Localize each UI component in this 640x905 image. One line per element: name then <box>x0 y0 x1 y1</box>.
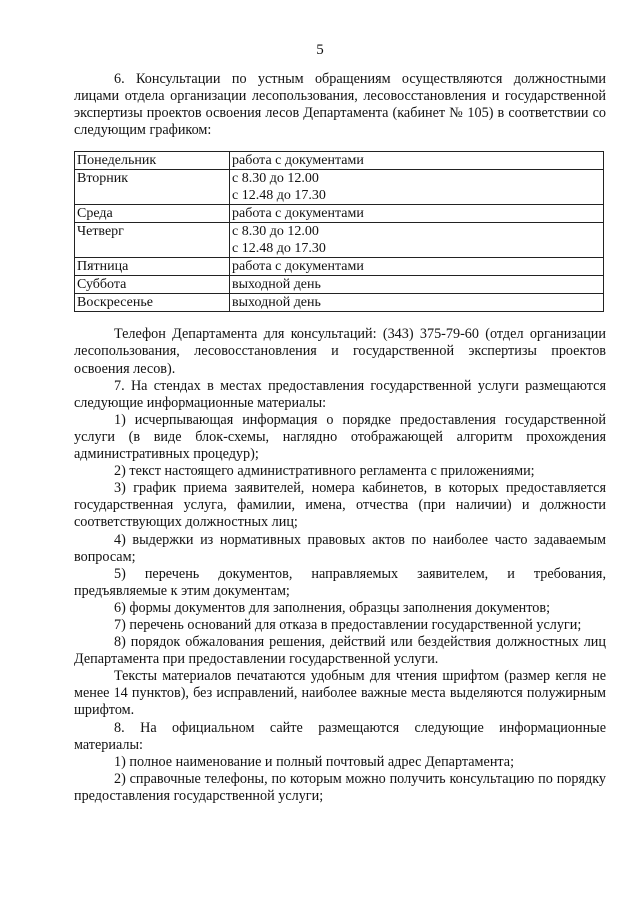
list-item: 7) перечень оснований для отказа в предоставлении государственной услуги; <box>114 616 582 633</box>
schedule-hours-line: выходной день <box>232 277 321 293</box>
list-item: 2) текст настоящего административного регламента с приложениями; <box>114 463 535 480</box>
paragraph-8: 8. На официальном сайте размещаются следующие информационные материалы: <box>74 719 606 753</box>
schedule-hours <box>230 258 604 276</box>
schedule-hours-line: с 8.30 до 12.00 <box>232 171 319 187</box>
website-materials-list <box>74 754 606 805</box>
schedule-hours-line: с 12.48 до 17.30 <box>232 241 326 257</box>
list-item: 6) формы документов для заполнения, образцы заполнения документов; <box>114 599 551 616</box>
schedule-row <box>75 205 604 223</box>
schedule-row <box>75 152 604 170</box>
list-item: 4) выдержки из нормативных правовых актов по наиболее часто задаваемым вопросам; <box>74 531 606 565</box>
list-item: 3) график приема заявителей, номера кабинетов, в которых предоставляется государственная услуга, фамилии, имена, отчества (при наличии) и должности соответствующих должностных лиц; <box>74 480 606 531</box>
schedule-hours-line: работа с документами <box>232 206 364 222</box>
schedule-hours-line: работа с документами <box>232 259 364 275</box>
schedule-hours-line: работа с документами <box>232 153 364 169</box>
list-item: 8) порядок обжалования решения, действий или бездействия должностных лиц Департамента при предоставлении государственной услуги. <box>74 634 606 668</box>
list-item: 5) перечень документов, направляемых заявителем, и требования, предъявляемые к этим документам; <box>74 565 606 599</box>
paragraph-7: 7. На стендах в местах предоставления государственной услуги размещаются следующие информационные материалы: <box>74 377 606 411</box>
schedule-row <box>75 276 604 294</box>
list-item: 2) справочные телефоны, по которым можно получить консультацию по порядку предоставления государственной услуги; <box>74 770 606 804</box>
schedule-row <box>75 294 604 312</box>
list-item: 1) исчерпывающая информация о порядке предоставления государственной услуги (в виде блок-схемы, наглядно отображающей алгоритм прохождения административных процедур); <box>74 411 606 463</box>
schedule-row <box>75 170 604 205</box>
page-number: 5 <box>316 42 324 58</box>
phone-paragraph: Телефон Департамента для консультаций: (343) 375-79-60 (отдел организации лесопользования, лесовосстановления и государственной экспертизы проектов освоения лесов). <box>74 326 606 377</box>
schedule-hours-line: выходной день <box>232 295 321 311</box>
schedule-row <box>75 223 604 258</box>
document-body <box>74 71 606 805</box>
schedule-day: Понедельник <box>75 152 230 170</box>
schedule-hours <box>230 223 604 258</box>
schedule-hours-line: с 8.30 до 12.00 <box>232 224 319 240</box>
schedule-hours <box>230 276 604 294</box>
schedule-day: Среда <box>75 205 230 223</box>
schedule-hours <box>230 170 604 205</box>
texts-paragraph: Тексты материалов печатаются удобным для чтения шрифтом (размер кегля не менее 14 пунктов), без исправлений, наиболее важные места выделяются полужирным шрифтом. <box>74 668 606 719</box>
paragraph-6: 6. Консультации по устным обращениям осуществляются должностными лицами отдела организации лесопользования, лесовосстановления и государственной экспертизы проектов освоения лесов Департамента (кабинет № 105) в соответствии со следующим графиком: <box>74 71 606 139</box>
schedule-hours <box>230 205 604 223</box>
stand-materials-list <box>74 412 606 668</box>
schedule-day: Пятница <box>75 258 230 276</box>
schedule-day: Воскресенье <box>75 294 230 312</box>
schedule-hours-line: с 12.48 до 17.30 <box>232 188 326 204</box>
schedule-hours <box>230 294 604 312</box>
schedule-hours <box>230 152 604 170</box>
consultation-schedule-table <box>74 151 604 312</box>
schedule-day: Вторник <box>75 170 230 205</box>
list-item: 1) полное наименование и полный почтовый адрес Департамента; <box>114 753 515 770</box>
schedule-day: Четверг <box>75 223 230 258</box>
schedule-day: Суббота <box>75 276 230 294</box>
schedule-row <box>75 258 604 276</box>
